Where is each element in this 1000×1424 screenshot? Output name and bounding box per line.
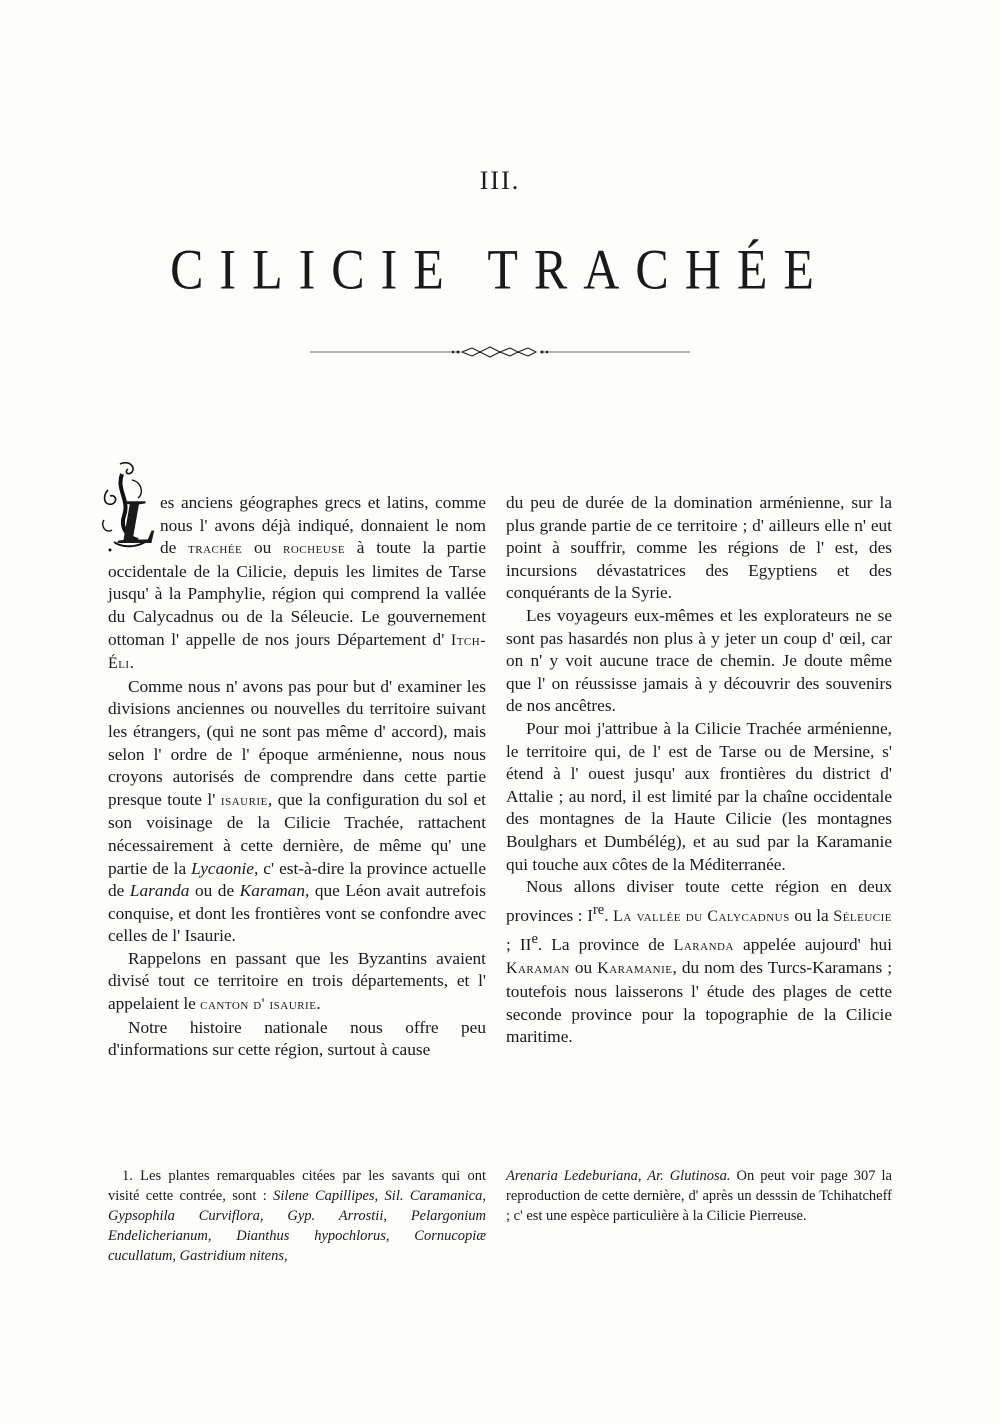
text-run: canton d' isaurie (200, 996, 317, 1014)
text-run: trachée (188, 540, 243, 558)
paragraph-3 (108, 948, 486, 1017)
paragraph-8 (506, 876, 892, 1049)
text-run: Comme nous n' avons pas pour but d' examiner les divisions anciennes ou nouvelles du territoire suivant les étrangers, (qui ne sont pas même d' accord), mais selon l' ordre de l' époque arménienne, nous nous croyons autorisés de comprendre dans cette partie presque toute l' (108, 676, 486, 809)
paragraph-6: Les voyageurs eux-mêmes et les explorateurs ne se sont pas hasardés non plus à y jeter un coup d' œil, car on n' y voit aucune trace de chemin. Je doute même que l' on réussisse jamais à y découvrir des souvenirs de nos ancêtres. (506, 605, 892, 716)
text-run: . (129, 653, 134, 673)
paragraph-5: du peu de durée de la domination arménienne, sur la plus grande partie de ce territoire ; d' ailleurs elle n' eut point à souffrir, comme les régions de l' est, des incursions dévastatrices des Egyptiens et des conquérants de la Syrie. (506, 493, 892, 603)
text-run: Karamanie (597, 960, 673, 978)
text-run: à toute la partie occidentale de la Cilicie, depuis les limites de Tarse jusqu' à la Pamphylie, région qui comprend la vallée du Calycadnus ou de la Séleucie. Le gouvernement ottoman l' appelle de nos jours Département d' (108, 538, 487, 649)
text-run: La vallée du Calycadnus (613, 907, 790, 925)
text-run: appelée aujourd' hui (733, 934, 892, 954)
ornamental-divider (310, 346, 690, 358)
text-run: On peut voir page 307 la reproduction de cette dernière, d' après un desssin de Tchihatcheff ; c' est une espèce particulière à la Cilicie Pierreuse. (506, 1168, 892, 1224)
text-run: Nous allons diviser toute cette région en deux provinces : I (506, 877, 892, 925)
text-run: Laranda (673, 936, 734, 954)
superscript: e (531, 931, 538, 948)
text-run: Karaman, (239, 881, 310, 901)
dropcap-letter: L (118, 486, 158, 557)
text-run: es anciens géographes grecs et latins, comme nous l' avons déjà indiqué, donnaient le nom de (160, 493, 486, 558)
text-run: ou la (789, 905, 834, 925)
ornamental-dropcap (98, 460, 158, 557)
text-run: . La province de (537, 934, 674, 954)
text-run: c' est-à-dire la province actuelle de (108, 858, 486, 901)
text-run: , que la configuration du sol et son voisinage de la Cilicie Trachée, rattachent nécessairement à cette dernière, de même qu' une partie de la (108, 789, 486, 878)
paragraph-4 (108, 1017, 486, 1062)
text-run: ou de (189, 881, 240, 901)
text-run: , du nom des Turcs-Karamans ; toutefois nous laisserons l' étude des plages de cette seconde province pour la topographie de la Cilicie maritime. (506, 958, 892, 1047)
text-run: ; II (506, 934, 532, 954)
chapter-title: CILICIE TRACHÉE (170, 236, 830, 302)
text-run: Rappelons en passant que les Byzantins avaient divisé tout ce territoire en trois départements, et l' appelaient le (108, 948, 486, 1014)
text-run: Lycaonie, (191, 858, 259, 878)
footnote-left (108, 1166, 486, 1266)
text-run: Laranda (129, 881, 190, 901)
text-run: que Léon avait autrefois conquise, et dont les frontières vont se confondre avec celles de l' Isaurie. (108, 881, 486, 946)
text-run: ou (569, 958, 598, 978)
superscript: re (592, 901, 605, 918)
text-run: Karaman (506, 960, 570, 978)
text-run: . (316, 994, 321, 1014)
text-run: Itch-Éli (108, 631, 486, 673)
footnote-right (506, 1166, 892, 1226)
chapter-number: III. (479, 166, 521, 195)
text-run: isaurie (220, 791, 268, 809)
text-run: ou (242, 538, 284, 558)
paragraph-1 (108, 486, 487, 676)
text-run: Séleucie (833, 907, 893, 925)
paragraph-7: Pour moi j'attribue à la Cilicie Trachée arménienne, le territoire qui, de l' est de Tarse ou de Mersine, s' étend à l' ouest jusqu' aux frontières du district d' Attalie ; au nord, il est limité par la chaîne occidentale des montagnes de la Haute Cilicie (les montagnes Boulghars et Dumbélég), et au sud par la Karamanie qui touche aux côtes de la Méditerranée. (506, 718, 892, 874)
text-run: Silene Capillipes, Sil. Caramanica, Gypsophila Curviflora, Gyp. Arrostii, Pelargonium Endelicherianum, Dianthus hypochlorus, Cornucopiæ cucullatum, Gastridium nitens, (108, 1188, 486, 1264)
paragraph-2 (108, 676, 486, 948)
text-run: . (604, 905, 614, 925)
text-run: 1. Les plantes remarquables citées par les savants qui ont visité cette contrée, sont : (108, 1168, 486, 1204)
text-run: Notre histoire nationale nous offre peu d'informations sur cette région, surtout à cause (108, 1017, 486, 1060)
text-run: rocheuse (283, 540, 346, 558)
left-column (108, 486, 487, 1062)
right-column (506, 492, 892, 1049)
text-run: Arenaria Ledeburiana, Ar. Glutinosa. (506, 1168, 731, 1184)
